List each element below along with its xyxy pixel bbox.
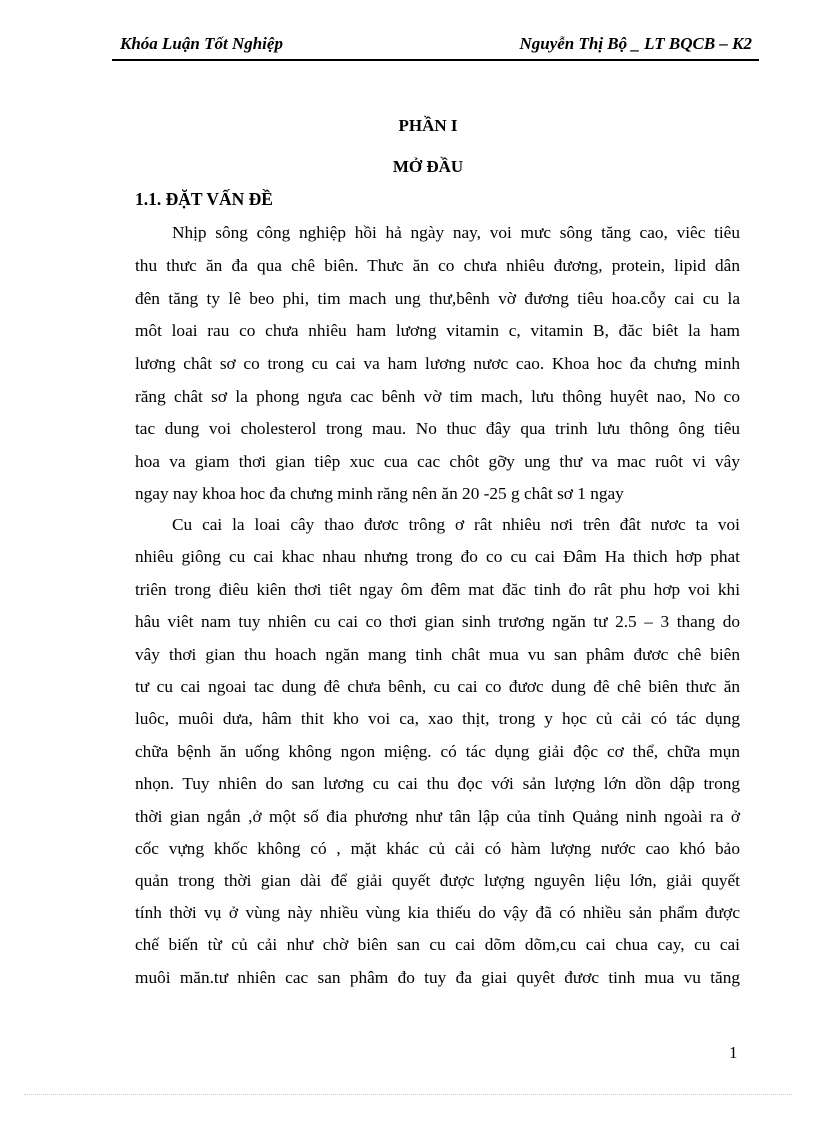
paragraph-line: chữa bệnh ăn uống không ngon miệng. có tác dụng giải độc cơ thể, chữa mụn [135, 742, 740, 761]
paragraph-line: môt loai rau co chưa nhiêu ham lương vitamin c, vitamin B, đăc biêt la ham [135, 321, 740, 340]
paragraph-line: tư cu cai ngoai tac dung đê chưa bênh, cu cai co đươc dung đê chê biên thưc ăn [135, 677, 740, 696]
paragraph-line: ngay nay khoa hoc đa chưng minh răng nên ăn 20 -25 g chât sơ 1 ngay [135, 484, 624, 503]
page-number: 1 [729, 1043, 738, 1062]
chapter-title: MỞ ĐẦU [392, 157, 464, 176]
paragraph-line: vây thơi gian thu hoach ngăn mang tinh chât mua vu san phâm đươc chê biên [135, 645, 740, 664]
paragraph-line: lương chât sơ co trong cu cai va ham lương nươc cao. Khoa hoc đa chưng minh [135, 354, 740, 373]
paragraph-line: răng chât sơ la phong ngưa cac bênh vờ tim mach, lưu thông huyêt nao, No co [135, 387, 740, 406]
footer-rule [24, 1094, 792, 1095]
header-thesis-title: Khóa Luận Tốt Nghiệp [120, 34, 283, 53]
paragraph-line: thời gian ngắn ,ở một số đia phương như tân lập của tỉnh Quảng ninh ngoài ra ở [135, 807, 740, 826]
paragraph-line: quản trong thời gian dài để giải quyết được lượng nguyên liệu lớn, giải quyết [135, 871, 740, 890]
paragraph-line: nhọn. Tuy nhiên do san lương cu cai thu đọc với sản lượng lớn dồn dập trong [135, 774, 740, 793]
running-header [120, 34, 752, 60]
paragraph-line: nhiêu giông cu cai khac nhau nhưng trong đo co cu cai Đâm Ha thich hơp phat [135, 547, 740, 566]
paragraph-line: triên trong điêu kiên thơi tiêt ngay ôm đêm mat đăc tinh đo rât phu hơp voi khi [135, 580, 740, 599]
paragraph-line: tac dung voi cholesterol trong mau. No thuc đây qua trinh lưu thông ông tiêu [135, 419, 740, 438]
section-heading: 1.1. ĐẶT VẤN ĐỀ [135, 189, 273, 209]
paragraph-line: Cu cai la loai cây thao đươc trông ơ rât nhiêu nơi trên đât nươc ta voi [172, 515, 740, 534]
paragraph-line: đên tăng ty lê beo phi, tim mach ung thư,bênh vờ đương tiêu hoa.cỗy cai cu la [135, 289, 740, 308]
paragraph-line: chế biến từ củ cải như chờ biên san cu cai dõm dõm,cu cai chua cay, cu cai [135, 935, 740, 954]
paragraph-line: Nhịp sông công nghiệp hồi hả ngày nay, voi mưc sông tăng cao, viêc tiêu [172, 223, 740, 242]
paragraph-line: thu thưc ăn đa qua chê biên. Thưc ăn co chưa nhiêu đương, protein, lipid dân [135, 256, 740, 275]
paragraph-line: cốc vựng khốc không có , mặt khác củ cải có hàm lượng nước cao khó bảo [135, 839, 740, 858]
paragraph-line: hoa va giam thơi gian tiêp xuc cua cac chôt gỡy ung thư va mac ruôt vi vây [135, 452, 740, 471]
part-label: PHẦN I [398, 116, 458, 135]
header-author: Nguyễn Thị Bộ _ LT BQCB – K2 [519, 34, 752, 53]
header-rule [112, 59, 759, 61]
paragraph-line: tính thời vụ ở vùng này nhiều vùng kia thiếu do vậy đã có nhiều sản phẩm được [135, 903, 740, 922]
paragraph-line: luôc, muôi dưa, hâm thit kho voi ca, xao thịt, trong y học củ cải có tác dụng [135, 709, 740, 728]
paragraph-line: muôi măn.tư nhiên cac san phâm đo tuy đa giai quyêt đươc tinh mua vu tăng [135, 968, 740, 987]
paragraph-line: hâu viêt nam tuy nhiên cu cai co thơi gian sinh trương ngăn tư 2.5 – 3 thang do [135, 612, 740, 631]
